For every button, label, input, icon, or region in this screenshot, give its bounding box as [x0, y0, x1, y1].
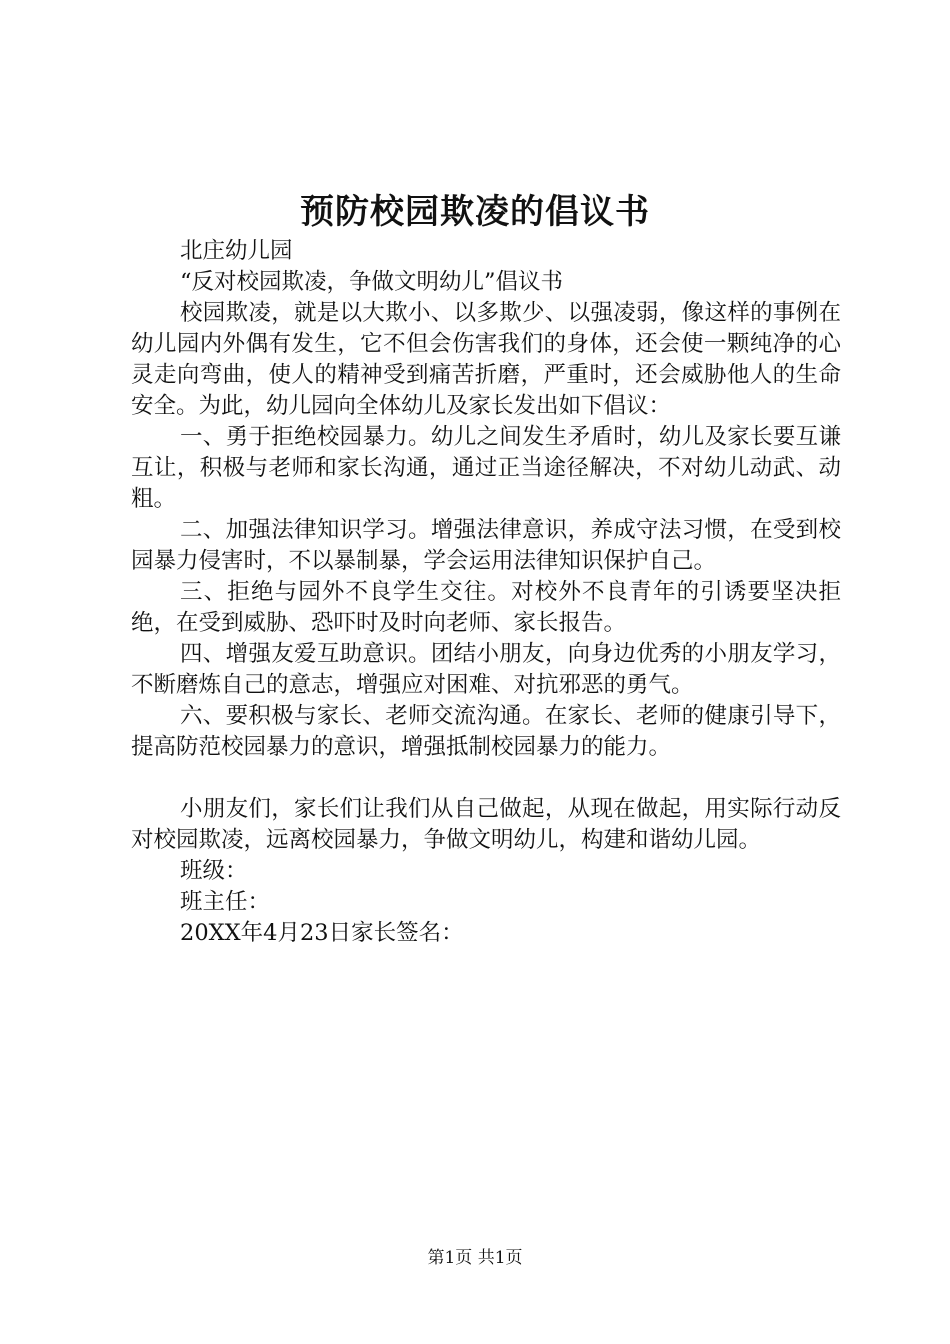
date-signature-line: 20XX年4月23日家长签名： — [180, 920, 464, 946]
paragraph-item-3: 三、拒绝与园外不良学生交往。对校外不良青年的引诱要坚决拒绝，在受到威胁、恐吓时及时向老师、家长报告。 — [131, 579, 841, 636]
document-body — [131, 236, 841, 949]
paragraph-item-4: 四、增强友爱互助意识。团结小朋友，向身边优秀的小朋友学习，不断磨炼自己的意志，增强应对困难、对抗邪恶的勇气。 — [131, 641, 841, 698]
paragraph-item-6: 六、要积极与家长、老师交流沟通。在家长、老师的健康引导下，提高防范校园暴力的意识，增强抵制校园暴力的能力。 — [131, 703, 841, 760]
paragraph-closing: 小朋友们，家长们让我们从自己做起，从现在做起，用实际行动反对校园欺凌，远离校园暴力，争做文明幼儿，构建和谐幼儿园。 — [131, 796, 841, 853]
page-number-footer: 第1页 共1页 — [427, 1248, 523, 1268]
paragraph-item-2: 二、加强法律知识学习。增强法律意识，养成守法习惯，在受到校园暴力侵害时，不以暴制暴，学会运用法律知识保护自己。 — [131, 517, 841, 574]
proposal-subtitle: “反对校园欺凌，争做文明幼儿”倡议书 — [180, 269, 564, 295]
paragraph-item-1: 一、勇于拒绝校园暴力。幼儿之间发生矛盾时，幼儿及家长要互谦互让，积极与老师和家长沟通，通过正当途径解决，不对幼儿动武、动粗。 — [131, 424, 841, 512]
teacher-label: 班主任： — [180, 889, 271, 915]
paragraph-intro: 校园欺凌，就是以大欺小、以多欺少、以强凌弱，像这样的事例在幼儿园内外偶有发生，它不但会伤害我们的身体，还会使一颗纯净的心灵走向弯曲，使人的精神受到痛苦折磨，严重时，还会威胁他人的生命安全。为此，幼儿园向全体幼儿及家长发出如下倡议： — [131, 300, 841, 419]
blank-line — [131, 763, 841, 794]
organization-name: 北庄幼儿园 — [180, 238, 293, 264]
class-label: 班级： — [180, 858, 248, 884]
document-title: 预防校园欺凌的倡议书 — [300, 192, 650, 232]
